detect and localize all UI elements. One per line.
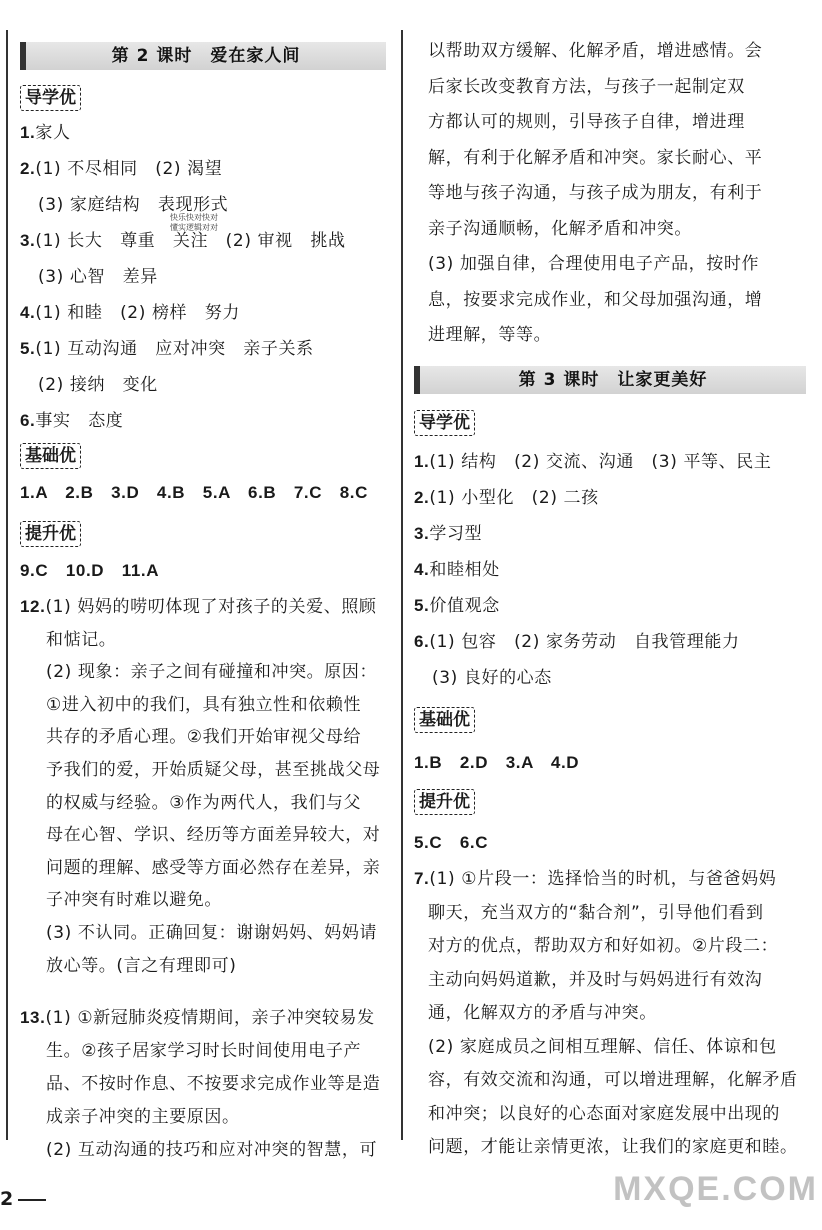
q12-text: 母在心智、学识、经历等方面差异较大，对 [46, 825, 381, 846]
advance-tag-r: 提升优 [414, 789, 475, 815]
basic-answers-r: 1.B 2.D 3.A 4.D [414, 753, 580, 772]
guide-line [20, 300, 240, 326]
guide-r-number: 1. [414, 452, 430, 471]
continued-line: 进理解，等等。 [428, 325, 552, 345]
guide-text: (2) 接纳 变化 [38, 375, 158, 395]
q12-line [46, 627, 116, 653]
q7-line [428, 967, 762, 993]
basic-tag: 基础优 [20, 443, 81, 469]
guide-r-number: 4. [414, 560, 430, 579]
q12-line [46, 822, 380, 848]
continued-line: 方都认可的规则，引导孩子自律，增进理 [428, 112, 745, 132]
guide-r-text: (1) 包容 (2) 家务劳动 自我管理能力 [429, 632, 740, 652]
continued-line: 等地与孩子沟通，与孩子成为朋友，有利于 [428, 183, 763, 203]
lesson-2-banner: 第 2 课时 爱在家人间 [20, 42, 386, 70]
q13-line [20, 1005, 375, 1031]
guide-line [20, 336, 314, 362]
q13-line [46, 1038, 361, 1064]
guide-text: (1) 不尽相同 (2) 渴望 [35, 159, 223, 179]
page-number: 2 [0, 1188, 14, 1210]
guide-r-number: 6. [414, 632, 430, 651]
guide-r-line [432, 665, 552, 691]
q12-text: 和惦记。 [46, 629, 117, 650]
q12-text: (1) 妈妈的唠叨体现了对孩子的关爱、照顾 [45, 597, 377, 617]
guide-r-line [414, 629, 740, 655]
guide-text: (1) 和睦 (2) 榜样 努力 [35, 303, 240, 323]
q7-text: 聊天，充当双方的“黏合剂”，引导他们看到 [428, 902, 764, 923]
q7-text: 和冲突；以良好的心态面对家庭发展中出现的 [428, 1103, 780, 1124]
guide-number: 3. [20, 231, 36, 250]
guide-r-text: 和睦相处 [429, 560, 500, 580]
guide-number: 2. [20, 159, 36, 178]
q13-text: (2) 互动沟通的技巧和应对冲突的智慧，可 [46, 1140, 378, 1160]
q12-line [46, 757, 380, 783]
q12-line [46, 659, 377, 685]
left-margin-rule [6, 30, 8, 1140]
q12-line [46, 855, 380, 881]
guide-r-line [414, 449, 771, 475]
q13-line [46, 1104, 240, 1130]
guide-text: (3) 心智 差异 [38, 267, 158, 287]
q7-line [428, 1134, 798, 1160]
q13-text: 成亲子冲突的主要原因。 [46, 1107, 240, 1127]
q13-text: 品、不按时作息、不按要求完成作业等是造 [46, 1074, 381, 1094]
q7-line [428, 1034, 777, 1060]
q12-text: 放心等。(言之有理即可) [46, 955, 237, 976]
continued-line: (3) 加强自律，合理使用电子产品，按时作 [428, 254, 760, 274]
lesson-3-banner: 第 3 课时 让家更美好 [414, 366, 806, 394]
q13-text: 生。②孩子居家学习时长时间使用电子产 [46, 1041, 362, 1061]
q13-number: 13. [20, 1008, 46, 1027]
guide-line [38, 264, 158, 290]
q7-line [428, 1101, 780, 1127]
q12-line [46, 692, 361, 718]
guide-r-line [414, 485, 599, 511]
guide-line [38, 372, 158, 398]
q7-text: 主动向妈妈道歉，并及时与妈妈进行有效沟 [428, 969, 763, 990]
q7-text: 容，有效交流和沟通，可以增进理解，化解矛盾 [428, 1070, 798, 1090]
guide-line [20, 408, 123, 434]
continued-line: 息，按要求完成作业，和父母加强沟通，增 [428, 289, 763, 310]
guide-text: 事实 态度 [35, 411, 124, 431]
q12-text: 共存的矛盾心理。②我们开始审视父母给 [46, 727, 362, 748]
q12-line [46, 953, 236, 979]
guide-line [20, 156, 222, 182]
q7-line [428, 900, 764, 926]
q7-text: 对方的优点，帮助双方和好如初。②片段二： [428, 936, 779, 956]
q12-line [46, 790, 361, 816]
basic-answers: 1.A 2.B 3.D 4.B 5.A 6.B 7.C 8.C [20, 483, 368, 502]
q12-text: (2) 现象：亲子之间有碰撞和冲突。原因： [46, 662, 378, 683]
guide-r-line [414, 557, 500, 583]
continued-line: 解，有利于化解矛盾和冲突。家长耐心、平 [428, 147, 763, 168]
guide-r-line [414, 593, 500, 619]
guide-tag: 导学优 [20, 85, 81, 111]
handwritten-note-2: 懂实逻辑对对 [170, 223, 218, 232]
q12-text: (3) 不认同。正确回复：谢谢妈妈、妈妈请 [46, 923, 378, 943]
q12-text: 子冲突有时难以避免。 [46, 890, 222, 911]
q7-line [428, 1067, 798, 1093]
guide-number: 1. [20, 123, 36, 142]
handwritten-note-1: 快乐快对快对 [170, 213, 218, 222]
guide-r-number: 3. [414, 524, 430, 543]
q12-number: 12. [20, 597, 46, 616]
guide-r-line [414, 521, 482, 547]
guide-text: 家人 [35, 123, 71, 143]
page-number-rule [18, 1199, 46, 1201]
q12-line [20, 594, 377, 620]
continued-line: 亲子沟通顺畅，化解矛盾和冲突。 [428, 218, 692, 239]
advance-answers-r: 5.C 6.C [414, 833, 489, 852]
q7-number: 7. [414, 869, 430, 888]
q7-line [428, 1000, 657, 1026]
q7-line [414, 866, 776, 892]
guide-text: (1) 互动沟通 应对冲突 亲子关系 [35, 339, 314, 359]
q7-line [428, 933, 778, 959]
guide-r-text: (3) 良好的心态 [432, 668, 552, 688]
q7-text: (1) ①片段一：选择恰当的时机，与爸爸妈妈 [429, 869, 777, 889]
q7-text: 问题，才能让亲情更浓，让我们的家庭更和睦。 [428, 1137, 798, 1157]
q13-line [46, 1071, 380, 1097]
q12-text: 的权威与经验。③作为两代人，我们与父 [46, 792, 362, 813]
q12-text: 予我们的爱，开始质疑父母，甚至挑战父母 [46, 760, 381, 780]
continued-line: 后家长改变教育方法，与孩子一起制定双 [428, 76, 745, 97]
q12-text: ①进入初中的我们，具有独立性和依赖性 [46, 694, 362, 715]
guide-number: 5. [20, 339, 36, 358]
q12-text: 问题的理解、感受等方面必然存在差异，亲 [46, 857, 381, 878]
watermark: MXQE.COM [613, 1170, 818, 1208]
q7-text: 通，化解双方的矛盾与冲突。 [428, 1003, 657, 1023]
guide-r-text: (1) 小型化 (2) 二孩 [429, 488, 599, 508]
q12-line [46, 920, 377, 946]
guide-number: 6. [20, 411, 36, 430]
guide-r-text: (1) 结构 (2) 交流、沟通 (3) 平等、民主 [429, 452, 772, 472]
basic-tag-r: 基础优 [414, 707, 475, 733]
guide-number: 4. [20, 303, 36, 322]
guide-r-text: 价值观念 [429, 596, 500, 616]
guide-tag-r: 导学优 [414, 410, 475, 436]
guide-r-text: 学习型 [429, 524, 483, 544]
guide-text: (3) 家庭结构 表现形式 [38, 195, 229, 215]
q13-text: (1) ①新冠肺炎疫情期间，亲子冲突较易发 [45, 1008, 375, 1028]
column-divider [401, 30, 403, 1140]
guide-text: (1) 长大 尊重 关注 (2) 审视 挑战 [35, 231, 346, 251]
guide-line [20, 120, 71, 146]
q13-line [46, 1137, 377, 1163]
q12-line [46, 724, 361, 750]
continued-line: 以帮助双方缓解、化解矛盾，增进感情。会 [428, 41, 763, 61]
advance-answers: 9.C 10.D 11.A [20, 561, 160, 580]
guide-r-number: 2. [414, 488, 430, 507]
q12-line [46, 887, 222, 913]
q7-text: (2) 家庭成员之间相互理解、信任、体谅和包 [428, 1036, 777, 1057]
advance-tag: 提升优 [20, 521, 81, 547]
guide-r-number: 5. [414, 596, 430, 615]
